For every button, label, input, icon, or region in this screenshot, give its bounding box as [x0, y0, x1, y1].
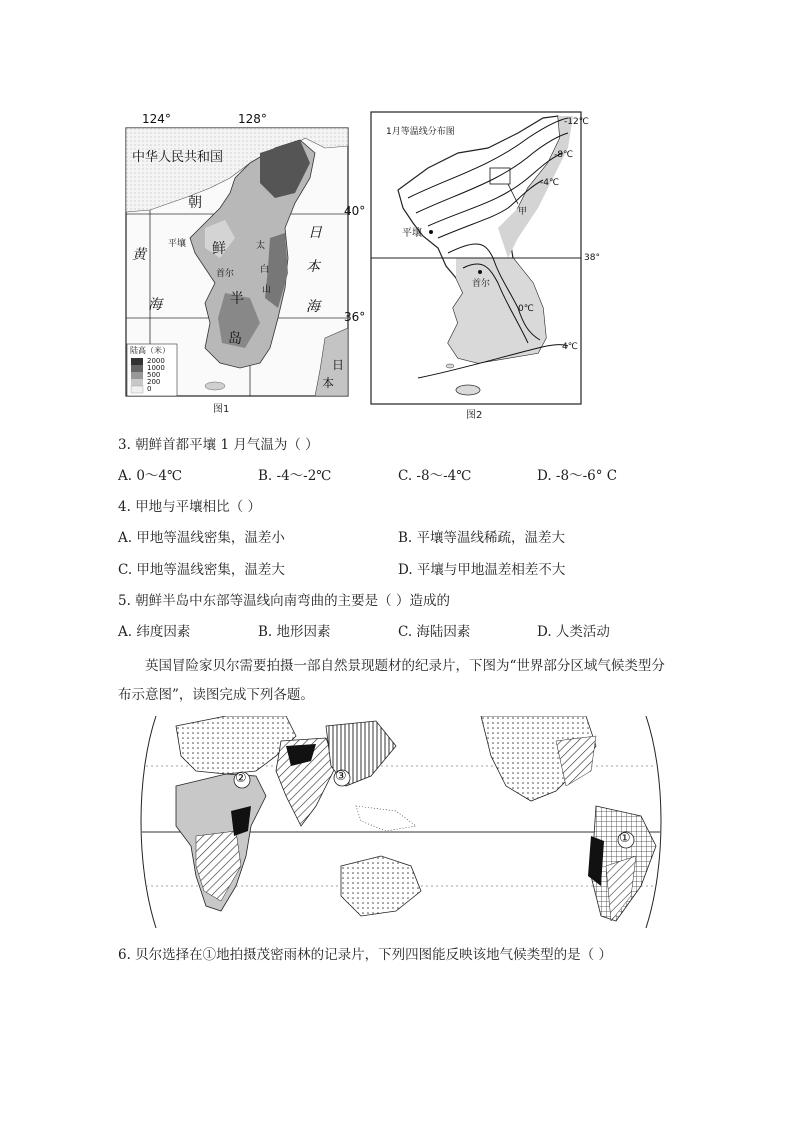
marker-1: ①: [619, 831, 631, 846]
figure2-point-jia: 甲: [518, 207, 528, 217]
lat-label-38: 38°: [584, 253, 600, 263]
question-5-option-b: B. 地形因素: [258, 624, 331, 640]
question-3-stem: 3. 朝鲜首都平壤 1 月气温为（ ）: [118, 437, 319, 453]
lat-label-40: 40°: [344, 204, 366, 218]
legend-200: 200: [147, 378, 161, 386]
question-4-option-a: A. 甲地等温线密集，温差小: [118, 530, 285, 546]
lat-label-36: 36°: [344, 310, 366, 324]
question-5-stem: 5. 朝鲜半岛中东部等温线向南弯曲的主要是（ ）造成的: [118, 593, 450, 609]
figure2-seoul: 首尔: [472, 279, 491, 289]
label-japan-1: 日: [332, 358, 345, 372]
label-china: 中华人民共和国: [132, 150, 224, 165]
question-4-stem: 4. 甲地与平壤相比（ ）: [118, 499, 261, 515]
label-japan-2: 本: [322, 376, 335, 390]
question-3-option-c: C. -8～-4℃: [398, 468, 472, 484]
label-sea-of-japan-1: 日: [308, 225, 322, 241]
isotherm-0: 0℃: [518, 304, 534, 314]
label-peninsula-3: 半: [230, 291, 244, 307]
label-peninsula-4: 岛: [228, 331, 242, 347]
question-3-option-d: D. -8～-6° C: [537, 468, 618, 484]
figure2-title: 1月等温线分布图: [386, 127, 455, 137]
lon-label-124: 124°: [142, 112, 171, 126]
question-4-option-d: D. 平壤与甲地温差相差不大: [398, 562, 566, 578]
question-6-stem: 6. 贝尔选择在①地拍摄茂密雨林的记录片，下列四图能反映该地气候类型的是（ ）: [118, 947, 612, 963]
question-5-option-c: C. 海陆因素: [398, 624, 471, 640]
label-taebaek-2: 白: [260, 265, 270, 275]
question-5-option-d: D. 人类活动: [537, 624, 610, 640]
lon-label-128: 128°: [238, 112, 267, 126]
figure1-caption: 图1: [213, 404, 230, 415]
label-sea-of-japan-2: 本: [306, 259, 320, 275]
marker-2: ②: [235, 771, 247, 786]
world-climate-map: [136, 716, 666, 928]
figure2-pyongyang: 平壤: [402, 228, 422, 239]
question-4-option-c: C. 甲地等温线密集，温差大: [118, 562, 285, 578]
isotherm-4: 4℃: [562, 342, 578, 352]
label-peninsula-1: 朝: [188, 195, 202, 211]
label-seoul: 首尔: [216, 269, 235, 279]
legend-500: 500: [147, 371, 161, 379]
figure1-terrain-map: [110, 108, 366, 418]
legend-title: 陆高（米）: [130, 346, 170, 355]
question-4-option-b: B. 平壤等温线稀疏，温差大: [398, 530, 566, 546]
marker-3: ③: [335, 769, 347, 784]
label-taebaek-1: 太: [256, 241, 266, 251]
reading-passage: 英国冒险家贝尔需要拍摄一部自然景现题材的纪录片，下图为“世界部分区域气候类型分布示意图”，读图完成下列各题。: [118, 658, 665, 703]
label-peninsula-2: 鲜: [212, 241, 226, 257]
label-yellow-sea-1: 黄: [132, 247, 146, 263]
label-yellow-sea-2: 海: [148, 297, 162, 313]
isotherm-minus8: -8℃: [554, 150, 574, 160]
label-pyongyang: 平壤: [168, 239, 187, 249]
legend-1000: 1000: [147, 364, 165, 372]
label-taebaek-3: 山: [262, 285, 272, 295]
figure2-caption: 图2: [466, 410, 483, 421]
question-5-option-a: A. 纬度因素: [118, 624, 191, 640]
legend-2000: 2000: [147, 357, 165, 365]
legend-0: 0: [147, 385, 152, 393]
question-3-option-b: B. -4～-2℃: [258, 468, 332, 484]
isotherm-minus4: -4℃: [540, 178, 560, 188]
question-3-option-a: A. 0～4℃: [118, 468, 183, 484]
isotherm-minus12: -12℃: [564, 117, 589, 127]
world-map-svg: [136, 716, 666, 928]
figure2-isotherm-map: [368, 108, 608, 421]
label-sea-of-japan-3: 海: [306, 299, 320, 315]
